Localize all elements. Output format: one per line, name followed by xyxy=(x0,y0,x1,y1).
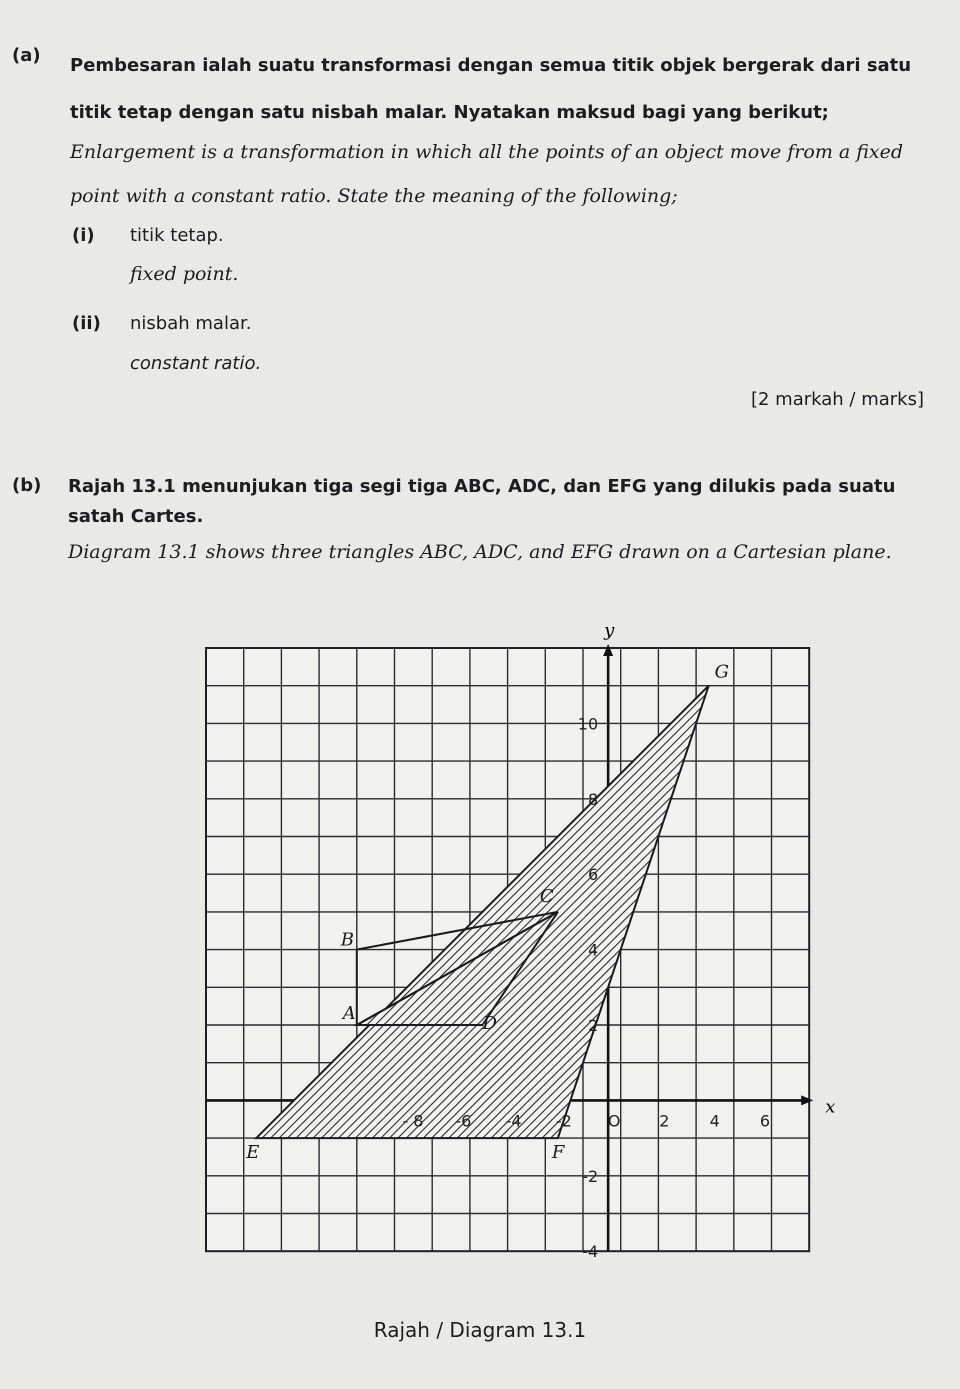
x-axis-label: x xyxy=(825,1096,836,1118)
part-a-label: (a) xyxy=(12,45,41,66)
part-b-malay-text: Rajah 13.1 menunjukan tiga segi tiga ABC, ADC, dan EFG yang dilukis pada suatu satah Cartes. xyxy=(68,476,896,527)
point-label-a: A xyxy=(342,1003,356,1024)
cartesian-diagram xyxy=(170,610,836,1270)
x-tick-label: 2 xyxy=(659,1111,670,1131)
part-b-english-text: Diagram 13.1 shows three triangles ABC, ADC, and EFG drawn on a Cartesian plane. xyxy=(68,541,892,563)
x-tick-label: O xyxy=(607,1111,621,1131)
item-ii-label: (ii) xyxy=(72,313,101,334)
y-tick-label: 6 xyxy=(587,865,599,885)
point-label-g: G xyxy=(714,661,730,683)
x-tick-label: -6 xyxy=(455,1111,472,1131)
point-label-e: E xyxy=(246,1142,260,1164)
part-a-malay-text: Pembesaran ialah suatu transformasi dengan semua titik objek bergerak dari satu titik tetap dengan satu nisbah malar. Nyatakan maksud bagi yang berikut; xyxy=(70,55,912,123)
x-tick-label: 4 xyxy=(709,1111,720,1131)
item-ii-malay: nisbah malar. xyxy=(130,313,252,334)
x-tick-label: 6 xyxy=(759,1111,771,1131)
point-label-b: B xyxy=(340,929,355,951)
point-label-f: F xyxy=(551,1142,565,1164)
y-axis-label: y xyxy=(604,620,615,641)
part-a-english-text: Enlargement is a transformation in which all the points of an object move from a fixed point with a constant ratio. State the meaning of the following; xyxy=(70,141,904,207)
part-b-label: (b) xyxy=(12,475,42,496)
y-tick-label: 10 xyxy=(577,714,599,734)
item-i-label: (i) xyxy=(72,225,95,246)
item-i-english: fixed point. xyxy=(130,263,239,285)
x-tick-label: -4 xyxy=(505,1111,522,1131)
x-tick-label: -2 xyxy=(555,1111,572,1131)
point-label-c: C xyxy=(539,885,554,907)
y-tick-label: 8 xyxy=(587,789,599,809)
x-tick-label: - 8 xyxy=(402,1111,424,1131)
y-tick-label: 2 xyxy=(587,1016,599,1035)
y-tick-label: -4 xyxy=(582,1242,599,1262)
diagram-caption: Rajah / Diagram 13.1 xyxy=(373,1318,587,1342)
item-ii-english: constant ratio. xyxy=(130,353,262,374)
marks-label: [2 markah / marks] xyxy=(750,389,924,410)
y-tick-label: 4 xyxy=(587,940,599,960)
item-i-malay: titik tetap. xyxy=(130,225,224,246)
point-label-d: D xyxy=(482,1013,497,1034)
y-tick-label: -2 xyxy=(582,1166,599,1186)
